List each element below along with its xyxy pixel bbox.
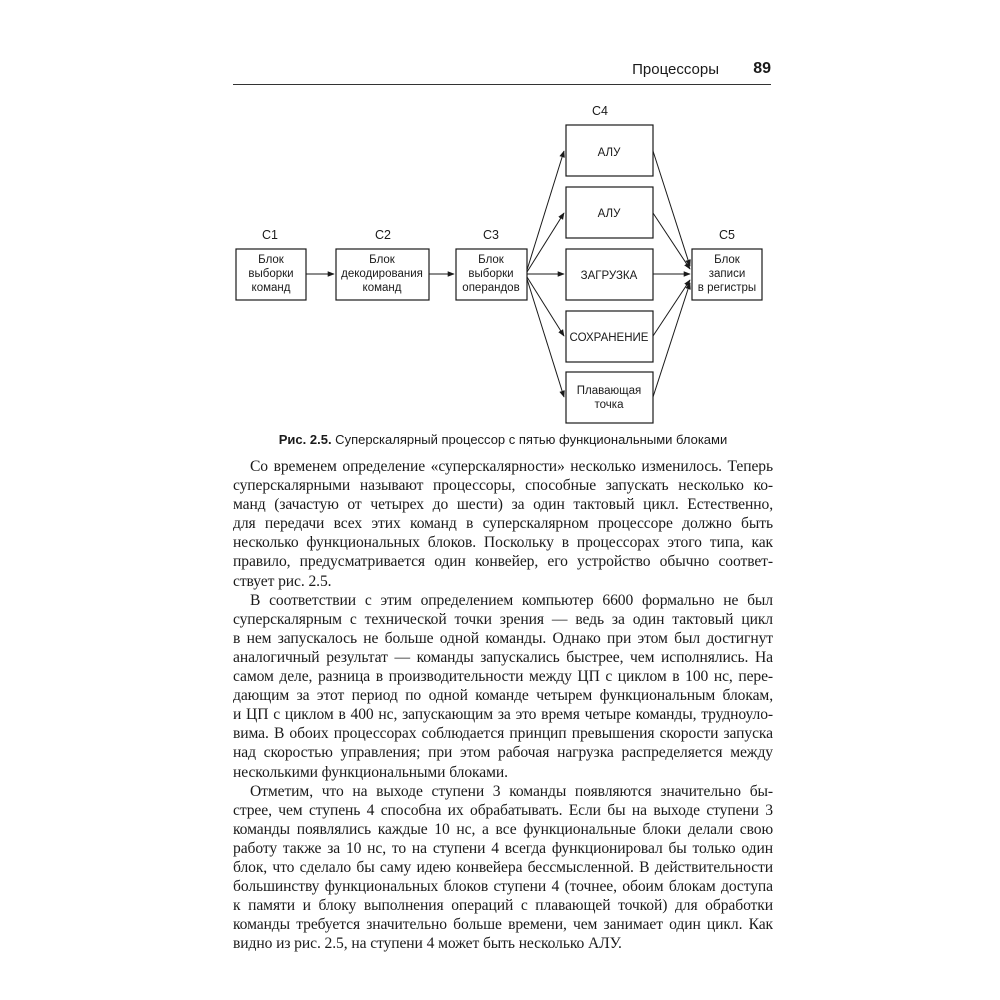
block-load xyxy=(566,249,653,300)
text-line: Со временем определение «суперскалярности» несколько изменилось. Теперь xyxy=(250,458,773,475)
figure-caption-label: Рис. 2.5. xyxy=(278,432,332,447)
block-decode-line-2: декодирования xyxy=(341,268,423,280)
text-line: вима. В обоих процессорах соблюдается принцип превышения скорости запуска xyxy=(233,725,773,743)
paragraph-1 xyxy=(233,457,773,591)
block-fetch-line-3: команд xyxy=(251,282,291,294)
block-alu-1-label: АЛУ xyxy=(597,147,621,159)
block-writeback-line-3: в регистры xyxy=(697,282,757,294)
block-store-label: СОХРАНЕНИЕ xyxy=(569,332,649,344)
block-operand-fetch xyxy=(456,249,527,300)
block-float-line-2: точка xyxy=(594,399,624,411)
text-line: и ЦП с циклом в 400 нс, запускающим за это время четыре команды, трудноуло- xyxy=(233,706,773,724)
block-writeback-line-2: записи xyxy=(708,268,746,280)
text-line: суперскалярными называют процессоры, способные запускать несколько ко- xyxy=(233,477,773,495)
block-instruction-fetch xyxy=(236,249,306,300)
text-line: манд (зачастую от четырех до шести) за один тактовый цикл. Естественно, xyxy=(233,496,773,514)
arrow-alu2-c5 xyxy=(653,213,690,269)
stage-label-c4: С4 xyxy=(592,104,608,118)
text-line: стрее, чем ступень 4 способна их обрабатывать. Если бы на выходе ступени 3 xyxy=(233,801,773,819)
arrow-c3-store xyxy=(527,277,564,336)
block-load-label: ЗАГРУЗКА xyxy=(580,270,638,282)
block-floating-point xyxy=(566,372,653,423)
text-line: работу также за 10 нс, то на ступени 4 всегда функционировал бы только один xyxy=(233,839,773,857)
block-decode-line-3: команд xyxy=(362,282,402,294)
arrow-store-c5 xyxy=(653,280,690,336)
block-operand-line-1: Блок xyxy=(478,254,504,266)
text-line: Отметим, что на выходе ступени 3 команды появляются значительно бы- xyxy=(250,782,773,800)
text-line: к памяти и блоку выполнения операций с плавающей точкой) для обработки xyxy=(233,897,773,915)
text-line: для передачи всех этих команд в суперскалярном процессоре должно быть xyxy=(233,515,773,533)
text-line: команды появлялись каждые 10 нс, а все функциональные блоки делали свою xyxy=(233,820,773,838)
block-store xyxy=(566,311,653,362)
text-line: большинству функциональных блоков ступени 4 (точнее, обоим блокам доступа xyxy=(233,878,773,896)
text-line: блок, что сделало бы саму идею конвейера бессмысленной. В действительности xyxy=(233,858,773,876)
stage-label-c1: С1 xyxy=(262,228,278,242)
text-line: суперскалярным с технической точки зрения — ведь за один тактовый цикл xyxy=(233,610,773,628)
block-float-line-1: Плавающая xyxy=(576,385,642,397)
text-line: В соответствии с этим определением компьютер 6600 формально не был xyxy=(250,591,773,609)
text-line: дающим за этот период по одной команде четырем функциональным блокам, xyxy=(233,687,773,705)
text-line: команды требуется значительно больше времени, чем занимает один цикл. Как xyxy=(233,916,773,934)
arrow-float-c5 xyxy=(653,283,690,397)
figure-caption xyxy=(233,432,773,447)
text-line: правило, предусматривается один конвейер, его устройство обычно соответ- xyxy=(233,553,773,571)
arrow-alu1-c5 xyxy=(653,151,690,266)
block-alu-2 xyxy=(566,187,653,238)
header-section-title: Процессоры xyxy=(632,61,719,78)
text-line: ствует рис. 2.5. xyxy=(233,572,332,590)
block-decode-line-1: Блок xyxy=(369,254,395,266)
arrow-c3-alu2 xyxy=(527,213,564,272)
text-line: самом деле, разница в производительности между ЦП с циклом в 100 нс, пере- xyxy=(233,668,773,686)
stage-label-c5: С5 xyxy=(719,228,735,242)
block-writeback-line-1: Блок xyxy=(714,254,740,266)
text-line: несколько функциональных блоков. Поскольку в процессорах этого типа, как xyxy=(233,534,773,552)
block-operand-line-2: выборки xyxy=(468,268,514,280)
block-fetch-line-1: Блок xyxy=(258,254,284,266)
text-line: видно из рис. 2.5, на ступени 4 может быть несколько АЛУ. xyxy=(233,935,622,953)
arrow-c3-float xyxy=(527,279,564,397)
figure-caption-text: Суперскалярный процессор с пятью функциональными блоками xyxy=(331,432,728,447)
stage-label-c2: С2 xyxy=(375,228,391,242)
block-register-writeback xyxy=(692,249,762,300)
paragraph-2 xyxy=(233,591,773,782)
superscalar-diagram xyxy=(0,0,1000,430)
block-alu-1 xyxy=(566,125,653,176)
paragraph-3 xyxy=(233,782,773,954)
text-line: над скоростью управления; при этом рабочая нагрузка распределяется между xyxy=(233,744,773,762)
page-number: 89 xyxy=(753,60,771,77)
stage-label-c3: С3 xyxy=(483,228,499,242)
text-line: аналогичный результат — команды запускались быстрее, чем исполнялись. На xyxy=(233,648,773,666)
text-line: несколькими функциональными блоками. xyxy=(233,763,508,781)
body-text xyxy=(233,457,773,953)
block-operand-line-3: операндов xyxy=(462,282,520,294)
block-instruction-decode xyxy=(336,249,429,300)
arrow-c3-alu1 xyxy=(527,151,564,270)
block-alu-2-label: АЛУ xyxy=(597,208,621,220)
block-fetch-line-2: выборки xyxy=(248,268,294,280)
text-line: в нем запускалось не больше одной команды. Однако при этом был достигнут xyxy=(233,629,773,647)
